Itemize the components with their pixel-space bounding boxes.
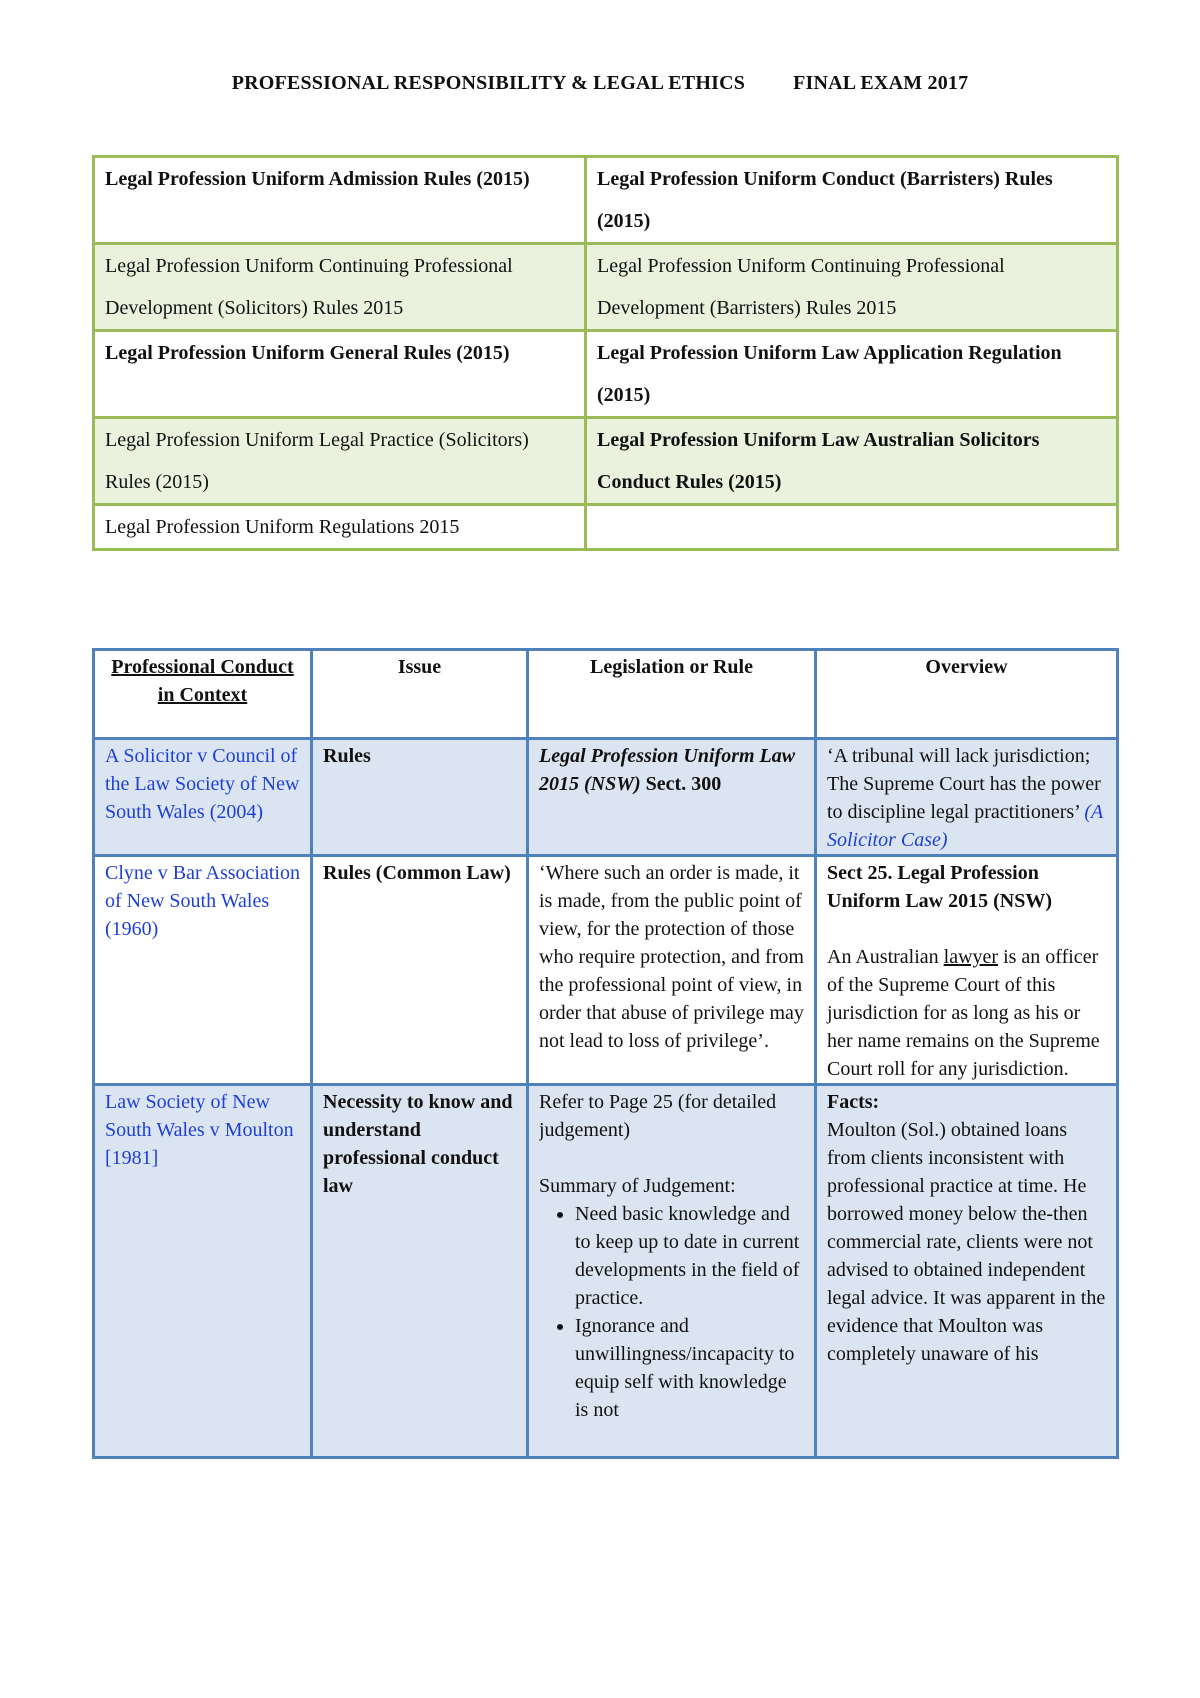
legislation-section: Sect. 300 [640,773,722,795]
rules-cell: Legal Profession Uniform Continuing Professional Development (Solicitors) Rules 2015 [94,244,586,331]
case-cell-clip [105,1088,300,1456]
table-row [94,739,1118,856]
overview-heading: Sect 25. Legal Profession Uniform Law 2015 (NSW) [827,862,1052,912]
rules-cell: Legal Profession Uniform Admission Rules (2015) [94,157,586,244]
legislation-cell [528,1085,816,1458]
exam-title: FINAL EXAM 2017 [793,72,969,94]
rules-table [92,155,1119,551]
cases-header-row [94,650,1118,739]
table-row [94,856,1118,1085]
course-title: PROFESSIONAL RESPONSIBILITY & LEGAL ETHICS [231,72,746,94]
rules-row [94,244,1118,331]
rules-cell: Legal Profession Uniform Conduct (Barristers) Rules (2015) [586,157,1118,244]
rules-cell: Legal Profession Uniform Continuing Professional Development (Barristers) Rules 2015 [586,244,1118,331]
legislation-intro: Refer to Page 25 (for detailed judgement) [539,1091,777,1141]
column-header: Legislation or Rule [528,650,816,739]
legislation-title: Legal Profession Uniform Law 2015 (NSW) [539,745,796,795]
rules-row [94,418,1118,505]
judgement-bullets [539,1200,804,1424]
case-link[interactable]: A Solicitor v Council of the Law Society of New South Wales (2004) [105,745,300,823]
case-link[interactable]: Clyne v Bar Association of New South Wales (1960) [105,862,300,940]
overview-text-post: is an officer of the Supreme Court of this jurisdiction for as long as his or her name remains on the Supreme Court roll for any jurisdiction. [827,946,1100,1080]
rules-row [94,157,1118,244]
overview-cell [816,1085,1118,1458]
overview-cell [816,739,1118,856]
case-cell [94,1085,312,1458]
lawyer-link[interactable]: lawyer [943,946,999,968]
table-row [94,1085,1118,1458]
overview-heading: Facts: [827,1091,880,1113]
overview-text-pre: An Australian [827,946,944,968]
overview-citation[interactable]: (A Solicitor Case) [827,801,1103,851]
rules-row [94,505,1118,550]
rules-row [94,331,1118,418]
overview-clip [827,1088,1106,1456]
issue-cell [312,1085,528,1458]
list-item: • Need basic knowledge and to keep up to date in current developments in the field of practice. [575,1200,804,1312]
rules-cell: Legal Profession Uniform Regulations 2015 [94,505,586,550]
overview-text: Moulton (Sol.) obtained loans from clients inconsistent with professional practice at time. He borrowed money below the-then commercial rate, clients were not advised to obtained independent legal advice. It was apparent in the evidence that Moulton was completely unaware of his [827,1119,1106,1365]
issue-cell: Rules (Common Law) [312,856,528,1085]
overview-text: ‘A tribunal will lack jurisdiction; The Supreme Court has the power to discipline legal practitioners’ [827,745,1101,823]
case-link[interactable]: Law Society of New South Wales v Moulton [1981] [105,1091,294,1169]
issue-text: Necessity to know and understand professional conduct law [323,1091,513,1197]
rules-cell [586,505,1118,550]
rules-cell: Legal Profession Uniform Law Application Regulation (2015) [586,331,1118,418]
legislation-cell: ‘Where such an order is made, it is made, from the public point of view, for the protection of those who require protection, and from the professional point of view, in order that abuse of privilege may not lead to loss of privilege’. [528,856,816,1085]
issue-cell: Rules [312,739,528,856]
page-header [0,72,1200,95]
rules-cell: Legal Profession Uniform General Rules (2015) [94,331,586,418]
legislation-clip [539,1088,804,1456]
case-cell [94,739,312,856]
overview-text [827,943,1106,1083]
rules-cell: Legal Profession Uniform Legal Practice (Solicitors) Rules (2015) [94,418,586,505]
judgement-summary-label: Summary of Judgement: [539,1175,736,1197]
cases-table [92,648,1119,1459]
case-cell [94,856,312,1085]
column-header: Professional Conduct in Context [94,650,312,739]
list-item: • Ignorance and unwillingness/incapacity to equip self with knowledge is not [575,1312,804,1424]
column-header: Overview [816,650,1118,739]
overview-cell [816,856,1118,1085]
column-header: Issue [312,650,528,739]
legislation-cell [528,739,816,856]
rules-cell: Legal Profession Uniform Law Australian Solicitors Conduct Rules (2015) [586,418,1118,505]
